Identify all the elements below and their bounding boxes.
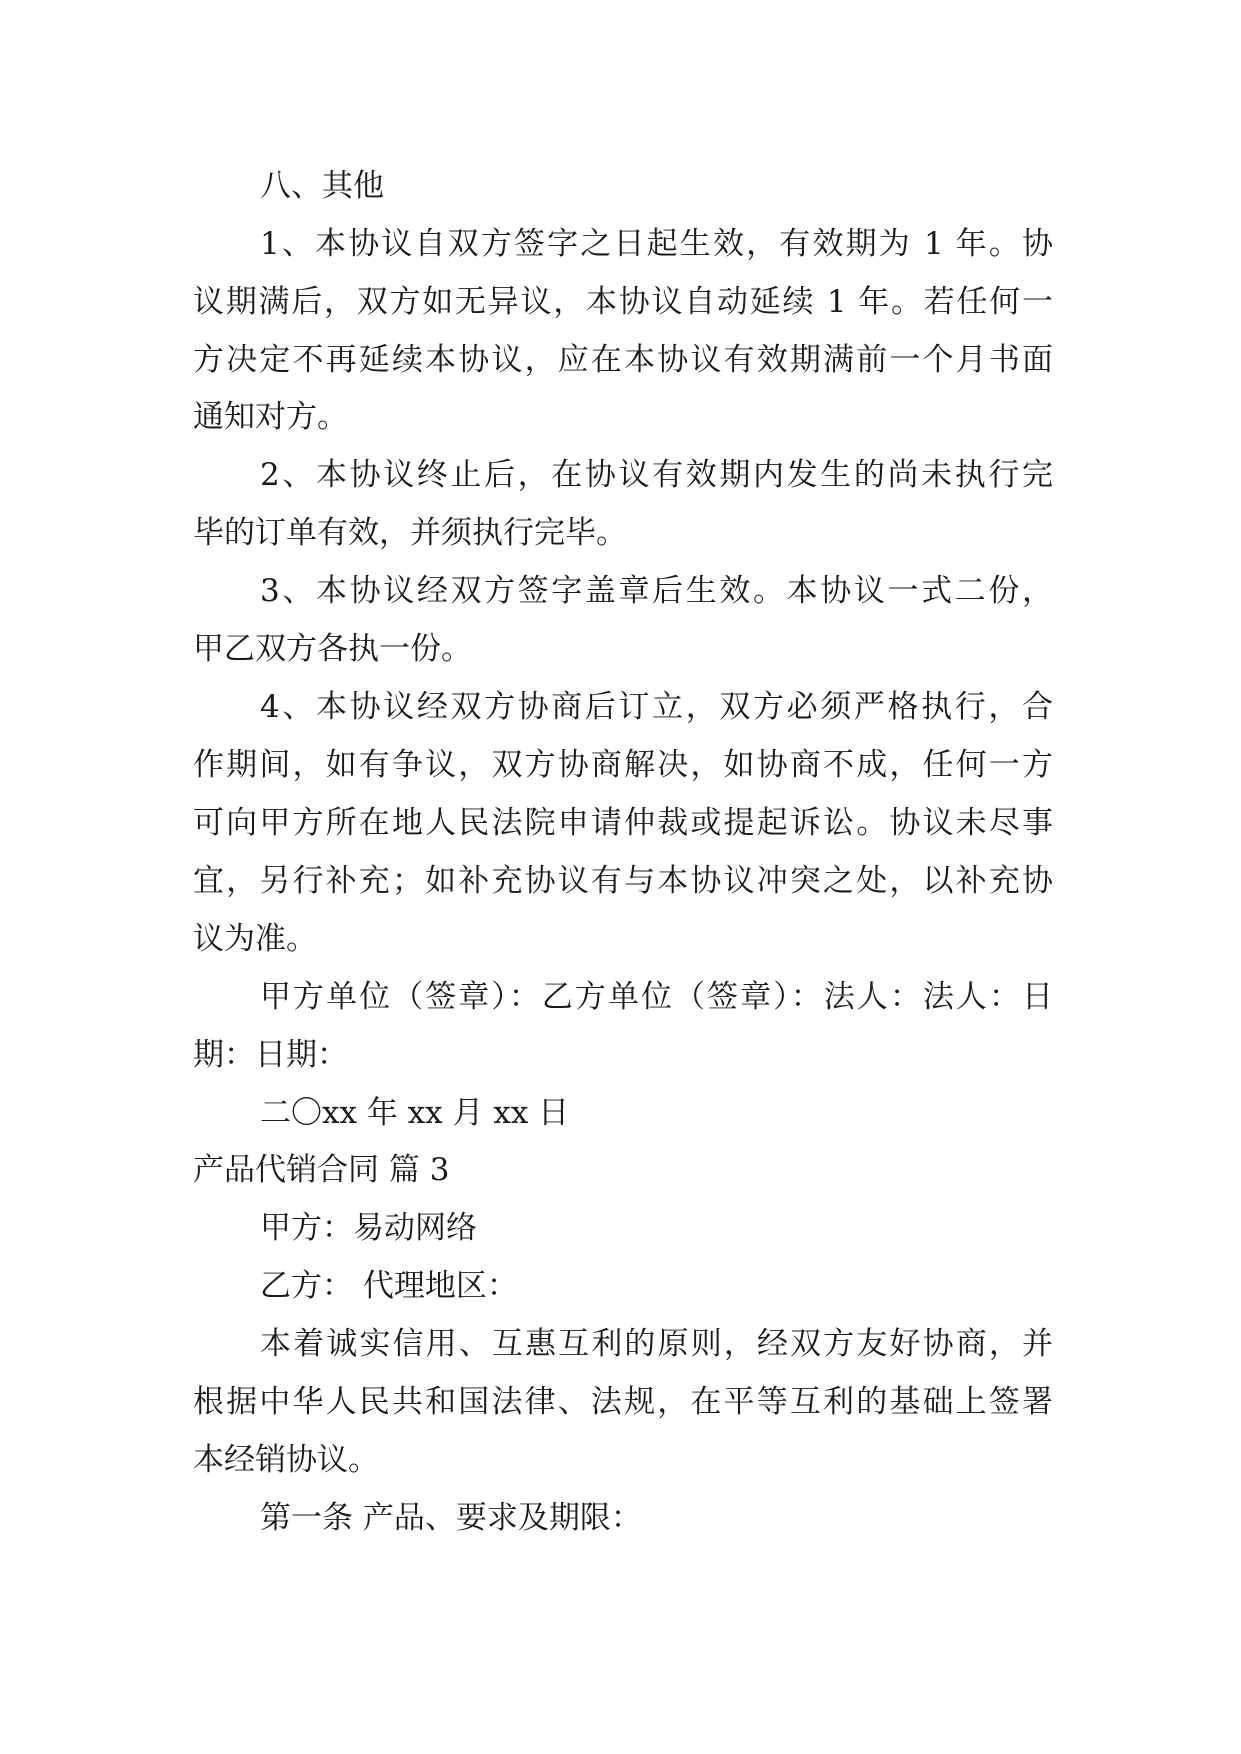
clause-1-line-3: 方决定不再延续本协议，应在本协议有效期满前一个月书面 (193, 342, 1053, 378)
clause-3-line-1: 3、本协议经双方签字盖章后生效。本协议一式二份， (260, 573, 1053, 609)
preamble-line-2: 根据中华人民共和国法律、法规，在平等互利的基础上签署 (193, 1384, 1053, 1420)
clause-2-line-1: 2、本协议终止后，在协议有效期内发生的尚未执行完 (260, 457, 1053, 493)
clause-1-line-4: 通知对方。 (193, 399, 348, 435)
clause-1-line-1: 1、本协议自双方签字之日起生效，有效期为 1 年。协 (260, 226, 1053, 262)
date-line: 二〇xx 年 xx 月 xx 日 (260, 1095, 570, 1131)
section-heading-other: 八、其他 (260, 168, 384, 204)
clause-1-line-2: 议期满后，双方如无异议，本协议自动延续 1 年。若任何一 (193, 284, 1053, 320)
clause-4-line-1: 4、本协议经双方协商后订立，双方必须严格执行，合 (260, 689, 1053, 725)
clause-2-line-2: 毕的订单有效，并须执行完毕。 (193, 515, 627, 551)
preamble-line-1: 本着诚实信用、互惠互利的原则，经双方友好协商，并 (260, 1326, 1053, 1362)
party-a-line: 甲方：易动网络 (260, 1210, 477, 1246)
clause-4-line-5: 议为准。 (193, 921, 317, 957)
party-b-line: 乙方： 代理地区： (260, 1268, 518, 1304)
clause-4-line-2: 作期间，如有争议，双方协商解决，如协商不成，任何一方 (193, 747, 1053, 783)
preamble-line-3: 本经销协议。 (193, 1442, 379, 1478)
signature-line-1: 甲方单位（签章）：乙方单位（签章）：法人：法人：日 (260, 979, 1053, 1015)
clause-3-line-2: 甲乙双方各执一份。 (193, 631, 472, 667)
clause-4-line-3: 可向甲方所在地人民法院申请仲裁或提起诉讼。协议未尽事 (193, 805, 1053, 841)
signature-line-2: 期：日期： (193, 1037, 348, 1073)
contract-title: 产品代销合同 篇 3 (193, 1152, 450, 1188)
clause-4-line-4: 宜，另行补充；如补充协议有与本协议冲突之处，以补充协 (193, 863, 1053, 899)
article-1-heading: 第一条 产品、要求及期限： (260, 1500, 642, 1536)
